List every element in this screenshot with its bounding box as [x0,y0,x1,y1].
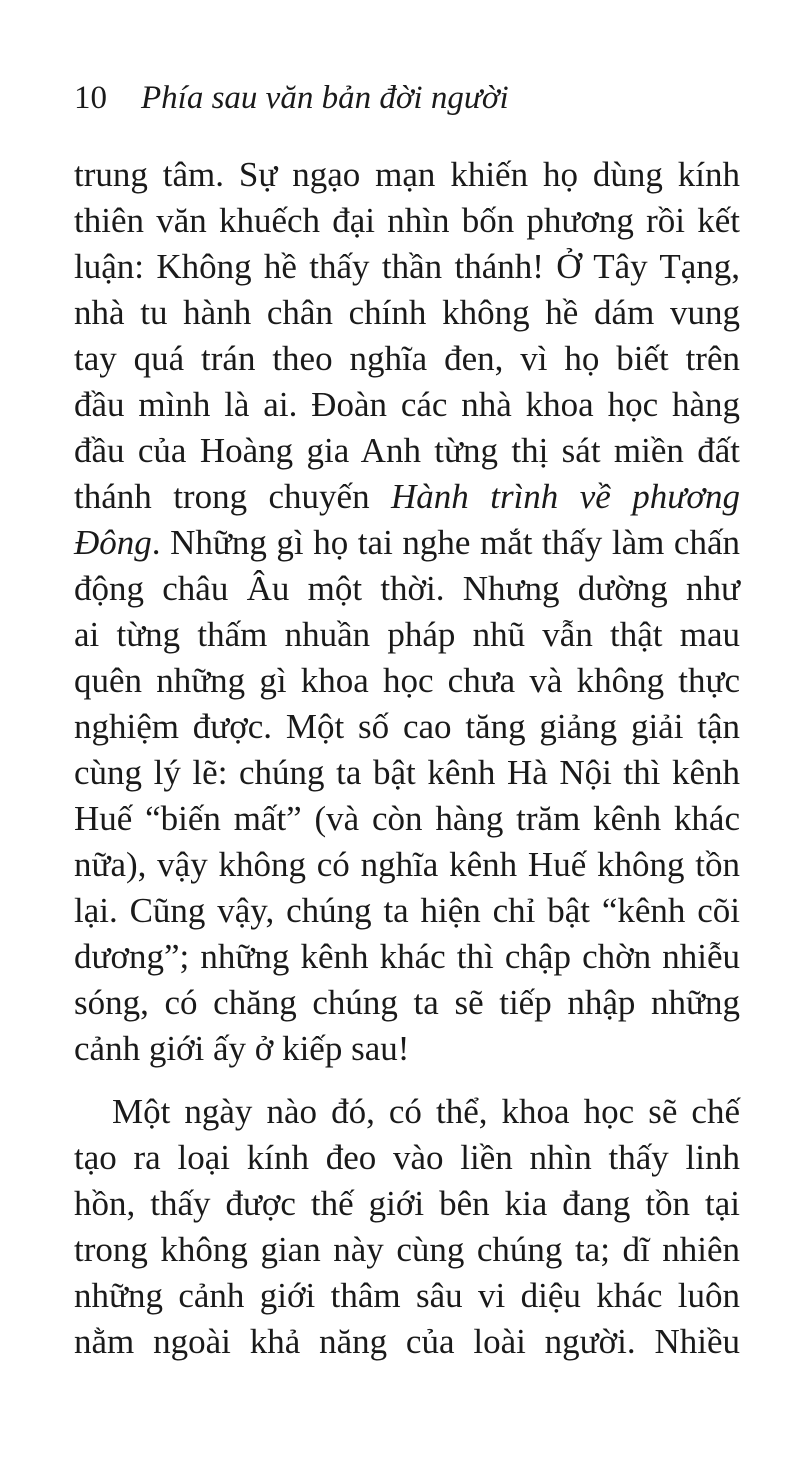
text-line: động châu Âu một thời. Nhưng dường như [74,569,740,608]
book-reference-italic: Hành trình về phương [391,477,740,516]
paragraph-1 [74,152,740,1072]
running-head [74,78,509,118]
text-line: trung tâm. Sự ngạo mạn khiến họ dùng kính [74,155,740,194]
text-line [74,474,740,520]
page-number: 10 [74,80,107,116]
text-segment: thánh trong chuyến [74,477,392,516]
text-line: Một ngày nào đó, có thể, khoa học sẽ chế [112,1092,740,1131]
text-line: thiên văn khuếch đại nhìn bốn phương rồi kết [74,201,740,240]
book-reference-italic: Đông [74,523,152,562]
text-line: đầu của Hoàng gia Anh từng thị sát miền đất [74,431,740,470]
text-line: những cảnh giới thâm sâu vi diệu khác luôn [74,1276,740,1315]
text-line: lại. Cũng vậy, chúng ta hiện chỉ bật “kênh cõi [74,891,740,930]
paragraph-2 [74,1089,740,1365]
text-line: đầu mình là ai. Đoàn các nhà khoa học hàng [74,385,740,424]
text-line: nhà tu hành chân chính không hề dám vung [74,293,740,332]
text-line: dương”; những kênh khác thì chập chờn nhiễu [74,937,740,976]
text-line: cảnh giới ấy ở kiếp sau! [74,1029,410,1068]
text-line: cùng lý lẽ: chúng ta bật kênh Hà Nội thì kênh [74,753,740,792]
text-line: ai từng thấm nhuần pháp nhũ vẫn thật mau [74,615,740,654]
text-line: tạo ra loại kính đeo vào liền nhìn thấy linh [74,1138,740,1177]
text-line: Huế “biến mất” (và còn hàng trăm kênh khác [74,799,740,838]
book-title: Phía sau văn bản đời người [141,80,509,116]
body-text [74,152,740,1365]
text-line: tay quá trán theo nghĩa đen, vì họ biết trên [74,339,740,378]
text-line: sóng, có chăng chúng ta sẽ tiếp nhập những [74,983,740,1022]
text-line [74,520,740,566]
text-line: luận: Không hề thấy thần thánh! Ở Tây Tạng, [74,247,740,286]
text-segment: . Những gì họ tai nghe mắt thấy làm chấn [151,523,740,562]
text-line: nằm ngoài khả năng của loài người. Nhiều [74,1322,740,1361]
text-line: trong không gian này cùng chúng ta; dĩ nhiên [74,1230,740,1269]
text-line: hồn, thấy được thế giới bên kia đang tồn tại [74,1184,740,1223]
text-line: nghiệm được. Một số cao tăng giảng giải tận [74,707,740,746]
text-line: quên những gì khoa học chưa và không thực [74,661,740,700]
text-line: nữa), vậy không có nghĩa kênh Huế không tồn [74,845,740,884]
